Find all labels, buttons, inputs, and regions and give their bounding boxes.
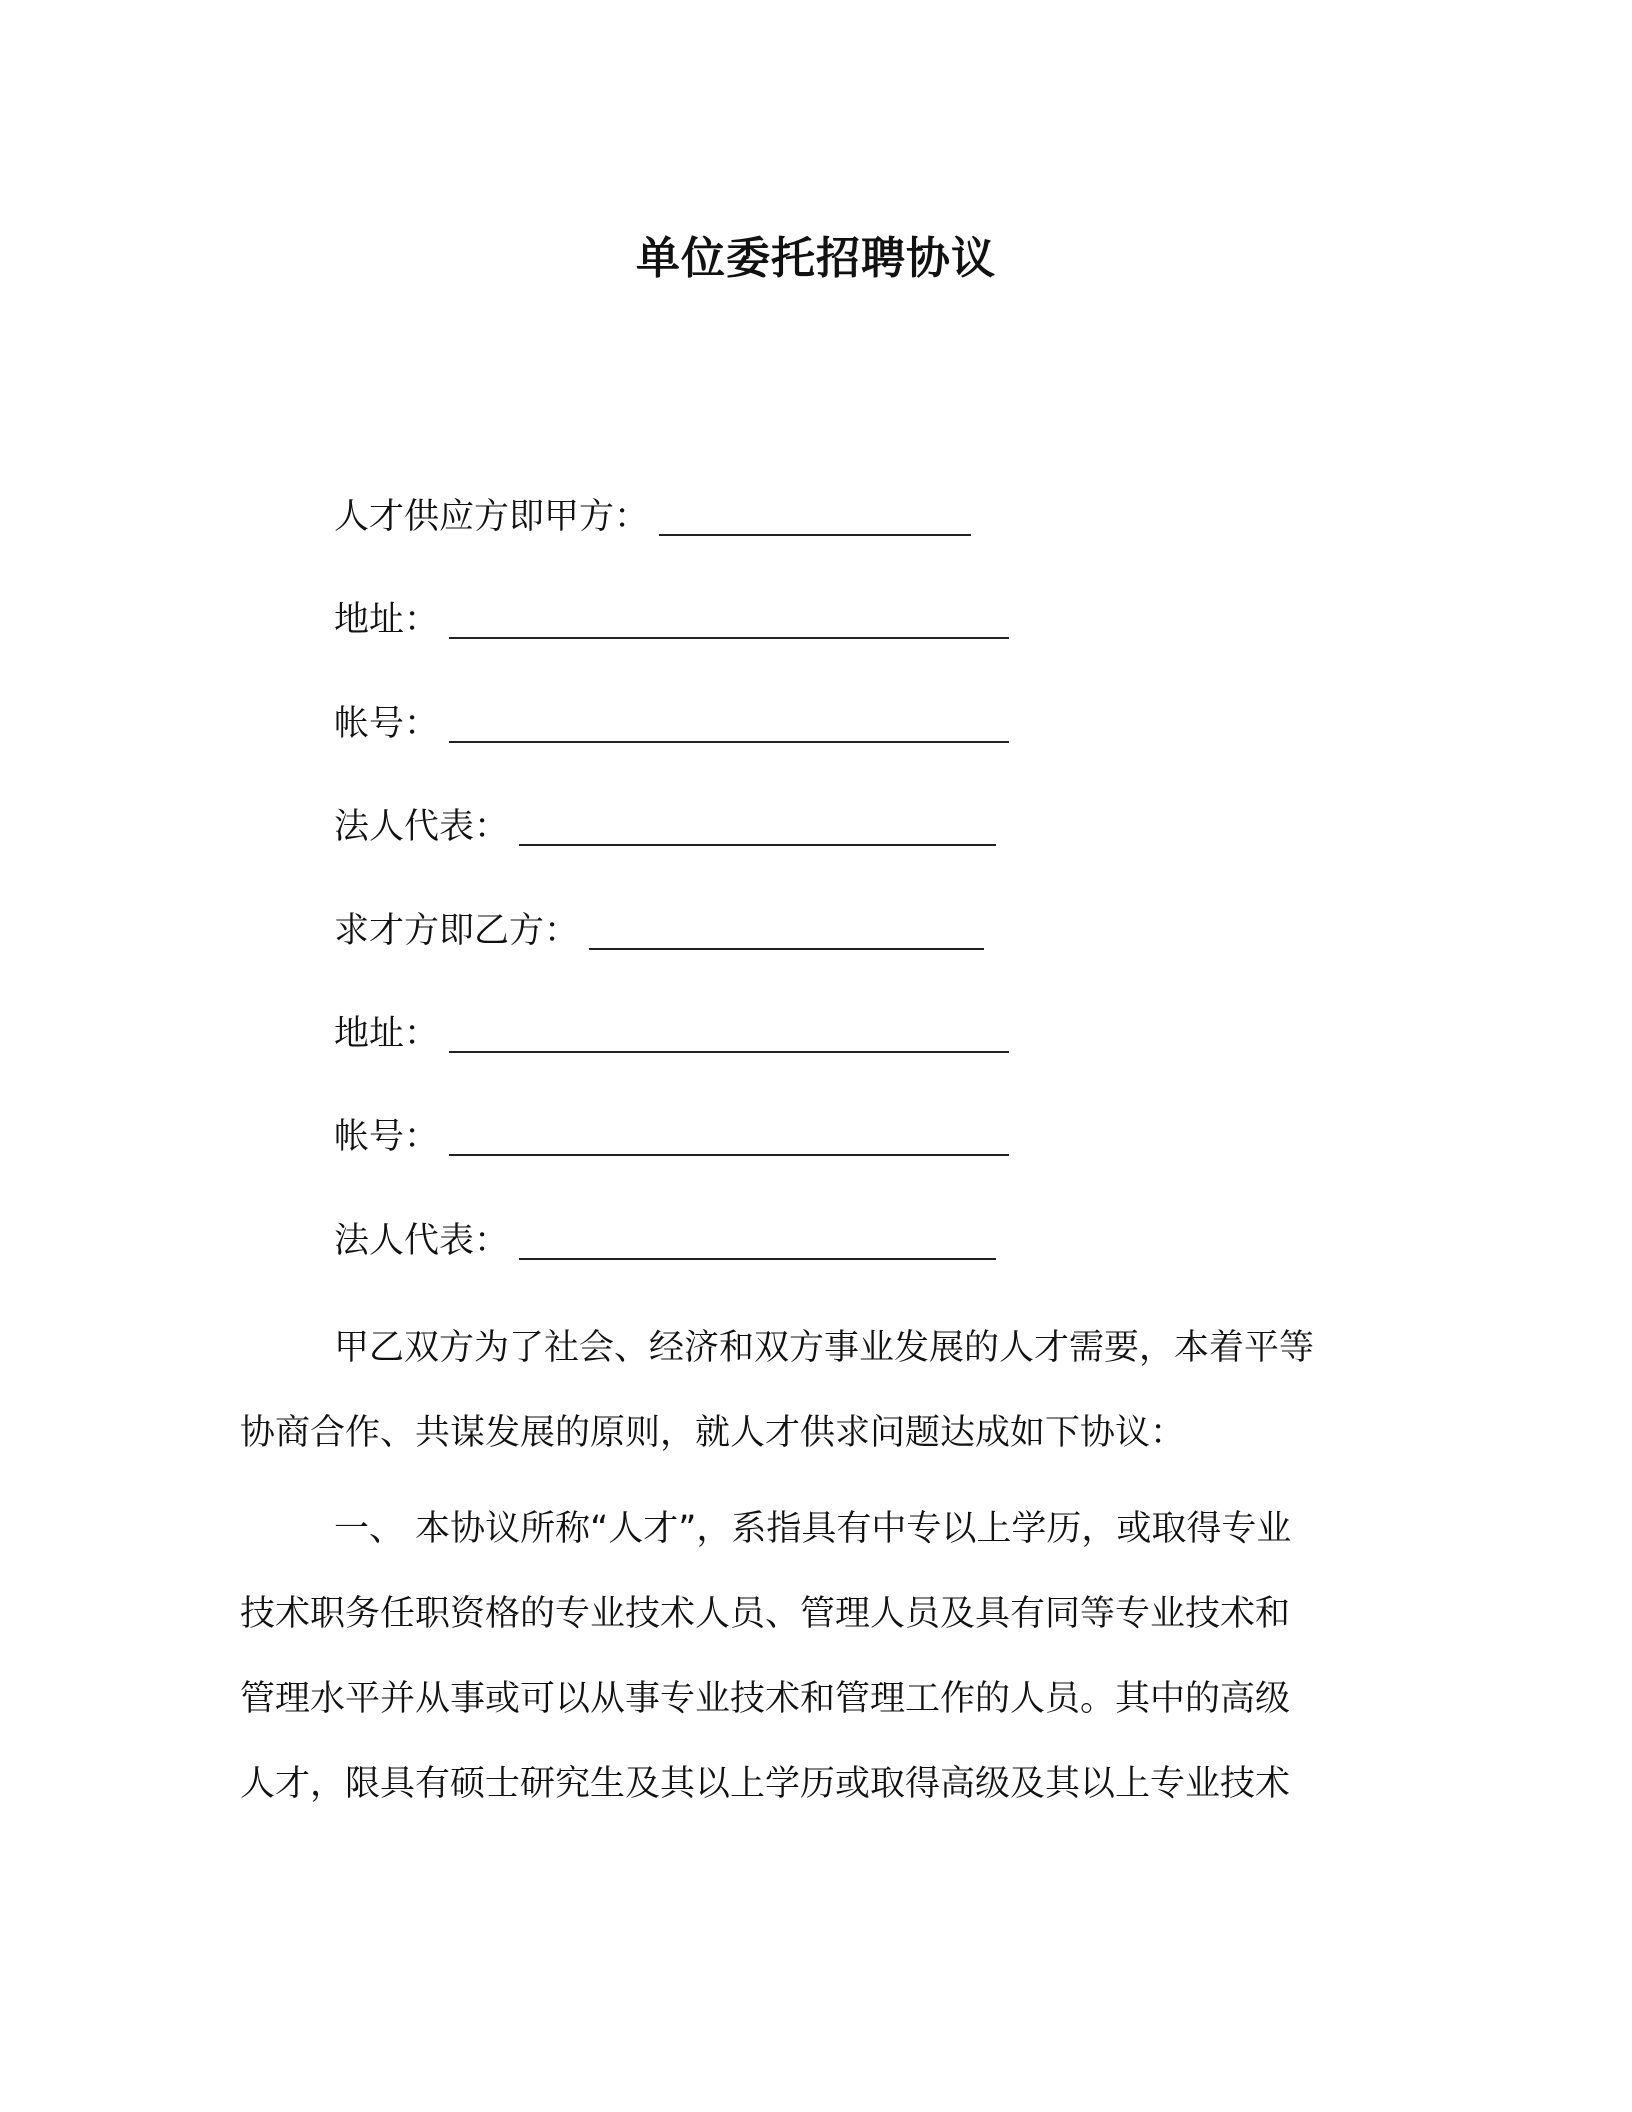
document-title: 单位委托招聘协议 xyxy=(636,233,996,284)
paragraph-line: 一、 本协议所称“人才”，系指具有中专以上学历，或取得专业 xyxy=(334,1509,1292,1549)
party-b-name-field xyxy=(334,906,984,956)
party-b-address-label: 地址： xyxy=(334,1014,440,1054)
party-b-name-blank[interactable] xyxy=(589,912,984,950)
party-a-legal-rep-label: 法人代表： xyxy=(334,807,510,847)
party-b-account-blank[interactable] xyxy=(449,1118,1009,1156)
party-b-legal-rep-field xyxy=(334,1216,996,1266)
paragraph-line: 协商合作、共谋发展的原则，就人才供求问题达成如下协议： xyxy=(240,1413,1186,1453)
party-b-legal-rep-blank[interactable] xyxy=(519,1222,996,1260)
party-a-name-blank[interactable] xyxy=(659,498,971,536)
party-a-address-label: 地址： xyxy=(334,600,440,640)
paragraph-line: 甲乙双方为了社会、经济和双方事业发展的人才需要，本着平等 xyxy=(334,1328,1315,1368)
paragraph-line: 人才，限具有硕士研究生及其以上学历或取得高级及其以上专业技术 xyxy=(240,1764,1291,1804)
party-b-address-field xyxy=(334,1009,1009,1059)
party-a-account-blank[interactable] xyxy=(449,705,1009,743)
party-b-address-blank[interactable] xyxy=(449,1015,1009,1053)
party-b-account-field xyxy=(334,1112,1009,1162)
paragraph-line: 技术职务任职资格的专业技术人员、管理人员及具有同等专业技术和 xyxy=(240,1594,1291,1634)
intro-paragraph xyxy=(240,1306,1400,1476)
party-a-account-field xyxy=(334,699,1009,749)
clause-1-paragraph xyxy=(240,1487,1400,1827)
party-a-name-label: 人才供应方即甲方： xyxy=(334,497,650,537)
party-a-account-label: 帐号： xyxy=(334,704,440,744)
paragraph-line: 管理水平并从事或可以从事专业技术和管理工作的人员。其中的高级 xyxy=(240,1679,1291,1719)
party-b-account-label: 帐号： xyxy=(334,1117,440,1157)
party-a-address-blank[interactable] xyxy=(449,601,1009,639)
party-b-legal-rep-label: 法人代表： xyxy=(334,1221,510,1261)
party-b-name-label: 求才方即乙方： xyxy=(334,911,580,951)
party-a-name-field xyxy=(334,492,971,542)
party-a-legal-rep-blank[interactable] xyxy=(519,808,996,846)
party-a-address-field xyxy=(334,595,1009,645)
party-a-legal-rep-field xyxy=(334,802,996,852)
